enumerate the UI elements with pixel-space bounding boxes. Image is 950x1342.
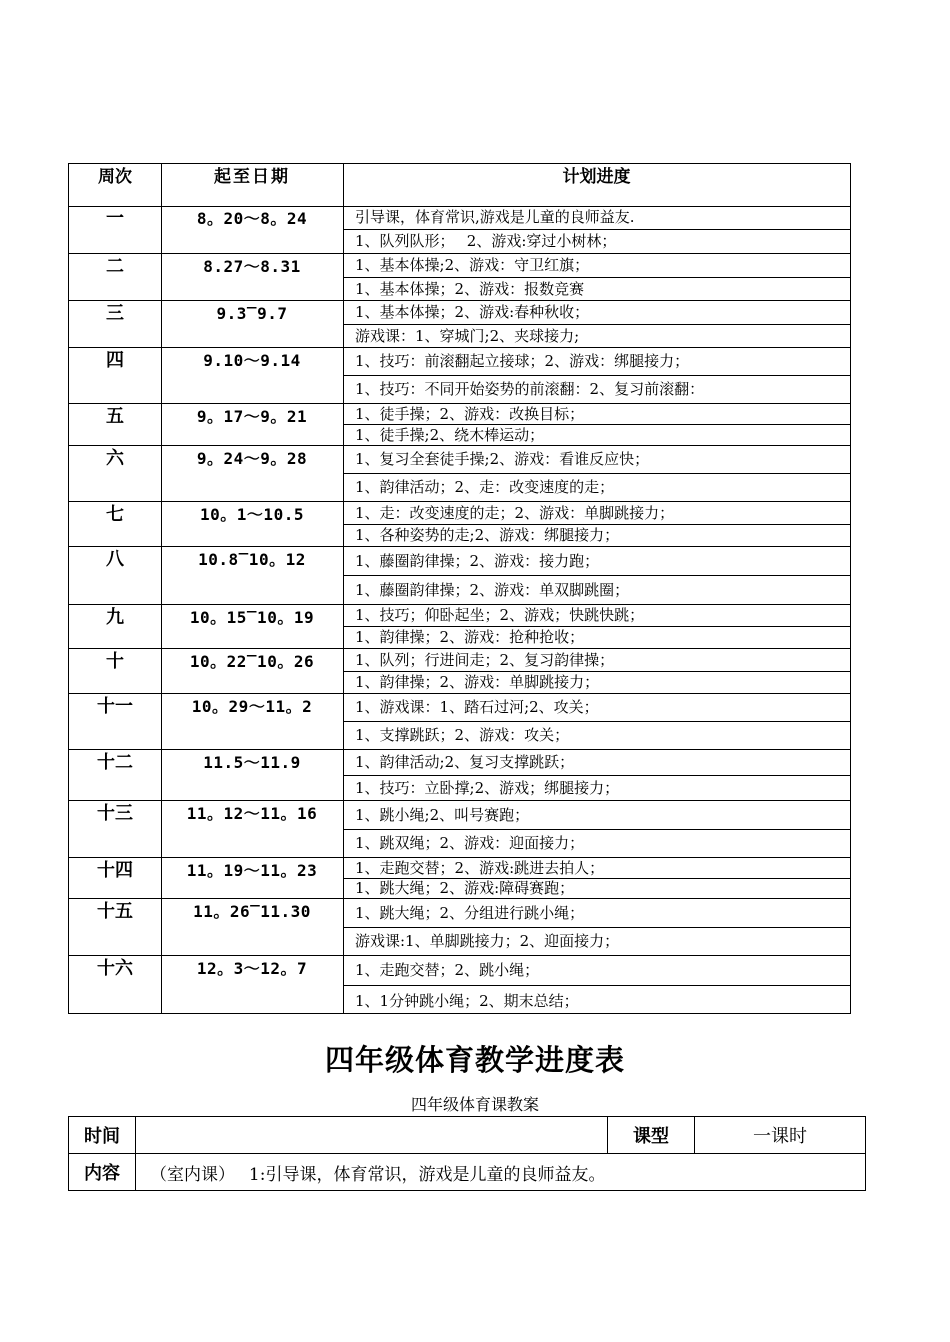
week-number: 八 xyxy=(106,549,124,570)
week-row xyxy=(69,605,850,649)
week-number: 三 xyxy=(106,303,124,324)
week-dates: 9.3‾9.7 xyxy=(216,304,288,323)
week-row xyxy=(69,547,850,605)
week-number: 九 xyxy=(106,607,124,628)
week-dates: 8.27～8.31 xyxy=(203,257,301,276)
week-row xyxy=(69,301,850,348)
header-dates: 起至日期 xyxy=(214,167,290,187)
week-number: 十二 xyxy=(97,752,133,773)
plan-item-1: 1、跳大绳；2、分组进行跳小绳； xyxy=(343,899,850,928)
plan-item-2: 1、韵律操；2、游戏：抢种抢收； xyxy=(355,628,585,646)
week-number: 十一 xyxy=(97,696,133,717)
plan-item-2: 1、支撑跳跃；2、游戏：攻关； xyxy=(355,726,570,744)
schedule-table xyxy=(68,163,851,1014)
plan-item-2: 1、技巧：立卧撑;2、游戏；绑腿接力； xyxy=(355,779,620,797)
week-row xyxy=(69,254,850,301)
week-dates: 9。17～9。21 xyxy=(196,407,308,426)
week-dates: 10。22‾10。26 xyxy=(189,652,315,671)
week-row xyxy=(69,404,850,446)
week-dates: 10。29～11。2 xyxy=(191,697,313,716)
week-dates: 11。12～11。16 xyxy=(186,804,318,823)
page-title: 四年级体育教学进度表 xyxy=(324,1043,625,1077)
week-dates: 10.8‾10。12 xyxy=(198,550,306,569)
plan-item-2: 游戏课：1、穿城门;2、夹球接力; xyxy=(355,327,580,345)
plan-item-2: 1、队列队形； 2、游戏:穿过小树林； xyxy=(355,232,617,250)
week-row xyxy=(69,801,850,858)
week-dates: 10。1～10.5 xyxy=(200,505,304,524)
plan-item-1: 1、队列；行进间走；2、复习韵律操； xyxy=(343,649,850,672)
week-number: 五 xyxy=(106,406,124,427)
week-dates: 12。3～12。7 xyxy=(196,959,308,978)
header-week: 周次 xyxy=(98,167,132,187)
week-dates: 11.5～11.9 xyxy=(203,753,301,772)
lesson-plan-table xyxy=(68,1116,866,1191)
week-row xyxy=(69,348,850,404)
week-row xyxy=(69,956,850,1015)
week-number: 二 xyxy=(106,256,124,277)
plan-item-1: 1、基本体操;2、游戏：守卫红旗； xyxy=(343,254,850,278)
plan-item-2: 游戏课:1、单脚跳接力；2、迎面接力； xyxy=(355,932,620,950)
week-number: 四 xyxy=(106,350,124,371)
plan-item-2: 1、跳大绳；2、游戏:障碍赛跑； xyxy=(355,879,575,897)
plan-item-1: 1、走：改变速度的走；2、游戏：单脚跳接力； xyxy=(343,502,850,525)
week-row xyxy=(69,649,850,694)
plan-item-1: 1、走跑交替；2、游戏:跳进去拍人； xyxy=(343,858,850,879)
plan-item-1: 1、走跑交替；2、跳小绳； xyxy=(343,956,850,986)
lesson-plan-subtitle: 四年级体育课教案 xyxy=(410,1095,539,1114)
plan-item-2: 1、徒手操;2、绕木棒运动； xyxy=(355,426,545,444)
week-dates: 11。19～11。23 xyxy=(186,861,318,880)
plan-item-1: 1、基本体操；2、游戏:春种秋收； xyxy=(343,301,850,325)
schedule-header-row xyxy=(69,164,850,207)
plan-item-1: 1、韵律活动;2、复习支撑跳跃； xyxy=(343,750,850,776)
plan-item-2: 1、韵律操；2、游戏：单脚跳接力； xyxy=(355,673,600,691)
plan-item-2: 1、跳双绳；2、游戏：迎面接力； xyxy=(355,834,585,852)
plan-item-2: 1、1分钟跳小绳；2、期末总结； xyxy=(355,992,579,1010)
week-number: 十四 xyxy=(97,860,133,881)
content-label: 内容 xyxy=(69,1154,136,1191)
week-row xyxy=(69,694,850,750)
week-dates: 11。26‾11.30 xyxy=(193,902,311,921)
week-number: 十 xyxy=(106,651,124,672)
plan-item-1: 1、游戏课：1、踏石过河;2、攻关； xyxy=(343,694,850,722)
week-dates: 9.10～9.14 xyxy=(203,351,301,370)
week-row xyxy=(69,750,850,801)
week-number: 六 xyxy=(106,448,124,469)
week-row xyxy=(69,446,850,502)
week-row xyxy=(69,899,850,956)
week-dates: 9。24～9。28 xyxy=(196,449,308,468)
week-dates: 10。15‾10。19 xyxy=(189,608,315,627)
week-row xyxy=(69,858,850,899)
time-value xyxy=(136,1117,608,1154)
week-row xyxy=(69,502,850,547)
week-number: 十三 xyxy=(97,803,133,824)
week-row xyxy=(69,206,850,254)
plan-item-2: 1、藤圈韵律操；2、游戏：单双脚跳圈； xyxy=(355,581,630,599)
type-value: 一课时 xyxy=(695,1117,866,1154)
week-dates: 8。20～8。24 xyxy=(196,209,308,228)
plan-item-1: 1、复习全套徒手操;2、游戏：看谁反应快； xyxy=(343,446,850,474)
time-label: 时间 xyxy=(69,1117,136,1154)
week-number: 十六 xyxy=(97,958,133,979)
lesson-time-row xyxy=(69,1117,866,1154)
week-number: 七 xyxy=(106,504,124,525)
plan-item-2: 1、基本体操；2、游戏：报数竞赛 xyxy=(355,280,585,298)
plan-item-2: 1、韵律活动；2、走：改变速度的走； xyxy=(355,478,615,496)
plan-item-2: 1、各种姿势的走;2、游戏：绑腿接力； xyxy=(355,526,620,544)
header-plan: 计划进度 xyxy=(562,167,631,187)
lesson-content-row xyxy=(69,1154,866,1191)
plan-item-1: 1、徒手操；2、游戏：改换目标； xyxy=(343,404,850,425)
plan-item-2: 1、技巧：不同开始姿势的前滚翻：2、复习前滚翻： xyxy=(355,380,705,398)
plan-item-1: 引导课，体育常识,游戏是儿童的良师益友. xyxy=(343,206,850,230)
plan-item-1: 1、跳小绳;2、叫号赛跑； xyxy=(343,801,850,830)
plan-item-1: 1、技巧；仰卧起坐；2、游戏；快跳快跳； xyxy=(343,605,850,627)
content-value: （室内课） 1:引导课，体育常识，游戏是儿童的良师益友。 xyxy=(136,1154,866,1191)
plan-item-1: 1、技巧：前滚翻起立接球；2、游戏：绑腿接力； xyxy=(343,348,850,376)
week-number: 一 xyxy=(106,208,124,229)
type-label: 课型 xyxy=(608,1117,695,1154)
week-number: 十五 xyxy=(97,901,133,922)
plan-item-1: 1、藤圈韵律操；2、游戏：接力跑； xyxy=(343,547,850,576)
